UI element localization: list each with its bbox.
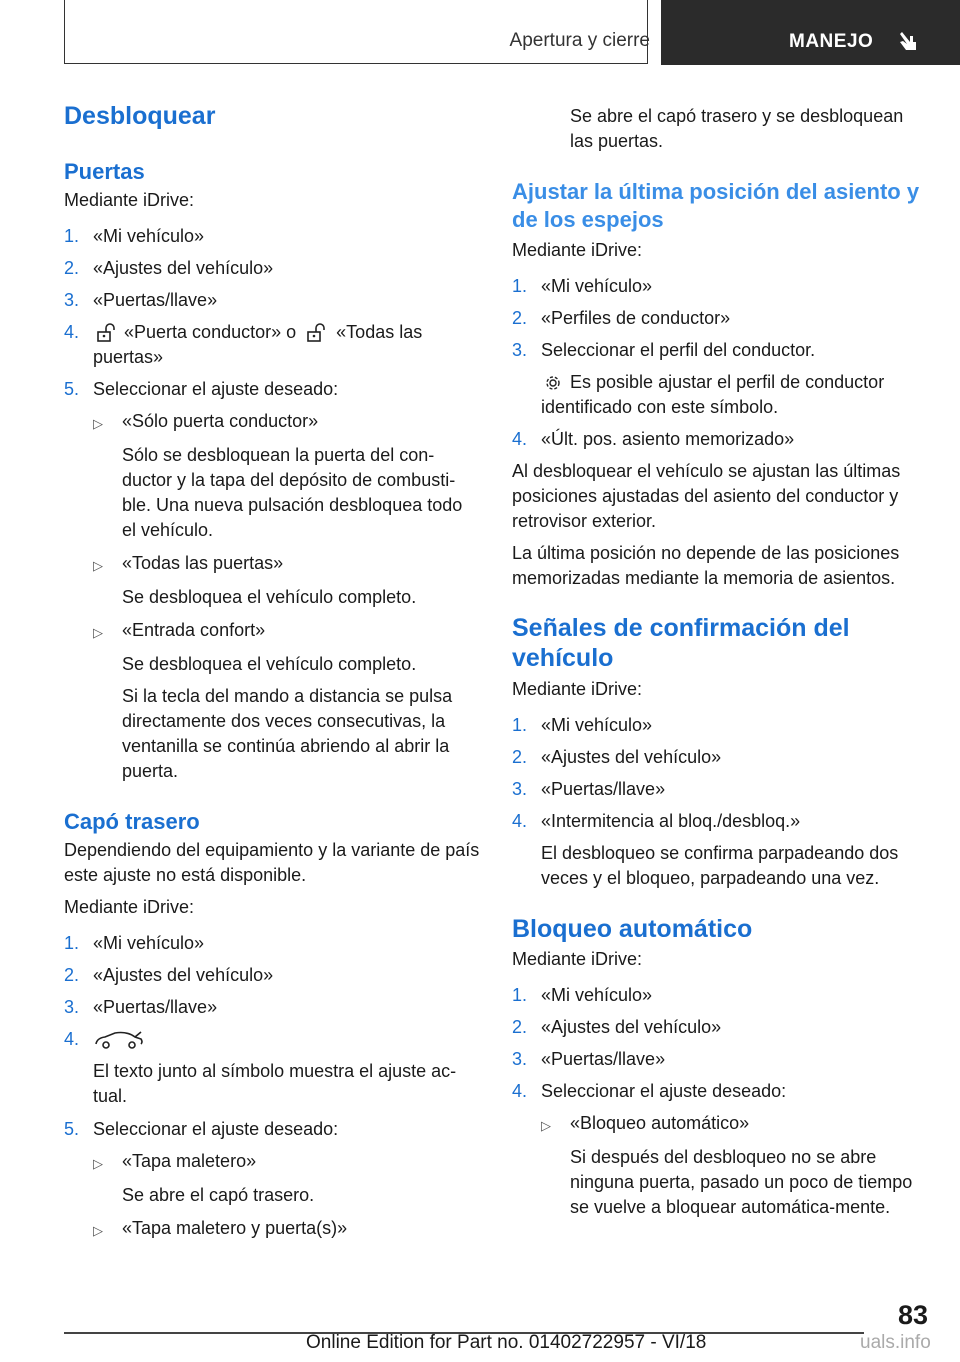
list-item: 1. «Mi vehículo» — [512, 276, 653, 296]
list-item: 4. — [64, 1027, 480, 1052]
triangle-bullet-icon: ▷ — [93, 416, 103, 431]
option-item: ▷ «Bloqueo automático» — [541, 1111, 928, 1138]
section-title-bloqueo: Bloqueo automático — [512, 915, 753, 943]
option-item: ▷ «Tapa maletero y puerta(s)» — [93, 1216, 480, 1243]
header-section-title: Apertura y cierre — [509, 30, 650, 51]
section-title-desbloquear: Desbloquear — [64, 102, 216, 130]
right-column — [512, 104, 928, 1220]
list-item: 2. «Ajustes del vehículo» — [512, 747, 722, 767]
option-description: Se abre el capó trasero y se desbloquean las puertas. — [570, 106, 904, 151]
triangle-bullet-icon: ▷ — [93, 1156, 103, 1171]
list-item: 4. «Puerta conductor» o «Todas las puertas» — [64, 322, 423, 367]
list-item: 3. Seleccionar el perfil del conductor. — [512, 340, 816, 360]
list-item: 3. «Puertas/llave» — [512, 779, 666, 799]
list-item: 5. Seleccionar el ajuste deseado: — [64, 379, 339, 399]
note-text: Dependiendo del equipamiento y la variante de país este ajuste no está disponible. — [64, 840, 480, 885]
triangle-bullet-icon: ▷ — [93, 625, 103, 640]
settings-gear-icon — [541, 372, 565, 392]
unlock-all-icon — [301, 322, 331, 342]
subsection-title-puertas: Puertas — [64, 159, 145, 184]
option-description: Sólo se desbloquean la puerta del con-ductor y la tapa del depósito de combusti-ble. Una nueva pulsación desbloquea todo el vehículo. — [122, 445, 463, 540]
list-item: 4. Seleccionar el ajuste deseado: — [512, 1081, 787, 1101]
list-item: 5. Seleccionar el ajuste deseado: — [64, 1119, 339, 1139]
list-item: 1. «Mi vehículo» — [64, 226, 205, 246]
list-item: 3. «Puertas/llave» — [512, 1049, 666, 1069]
list-item: 4. «Últ. pos. asiento memorizado» — [512, 429, 795, 449]
paragraph: Al desbloquear el vehículo se ajustan las últimas posiciones ajustadas del asiento del conductor y retrovisor exterior. — [512, 461, 901, 531]
list-item: 1. «Mi vehículo» — [64, 933, 205, 953]
intro-text: Mediante iDrive: — [64, 897, 195, 917]
footer-edition: Online Edition for Part no. 01402722957 - VI/18 — [306, 1332, 707, 1353]
header-chapter-label: MANEJO — [789, 31, 874, 52]
list-item: 4. «Intermitencia al bloq./desbloq.» — [512, 811, 801, 831]
option-description: Si después del desbloqueo no se abre ninguna puerta, pasado un poco de tiempo se vuelve a bloquear automática-mente. — [570, 1147, 913, 1217]
unlock-icon — [93, 322, 119, 342]
step-note: Es posible ajustar el perfil de conductor identificado con este símbolo. — [541, 372, 885, 417]
list-item: 3. «Puertas/llave» — [64, 290, 218, 310]
list-item: 2. «Ajustes del vehículo» — [64, 258, 274, 278]
list-item: 2. «Ajustes del vehículo» — [512, 1017, 722, 1037]
intro-text: Mediante iDrive: — [512, 949, 643, 969]
paragraph: La última posición no depende de las posiciones memorizadas mediante la memoria de asientos. — [512, 543, 900, 588]
option-item: ▷ «Entrada confort» — [93, 618, 480, 645]
footer-watermark: uals.info — [860, 1332, 931, 1353]
triangle-bullet-icon: ▷ — [541, 1118, 551, 1133]
list-item: 1. «Mi vehículo» — [512, 985, 653, 1005]
header-chapter-tab — [661, 0, 960, 65]
triangle-bullet-icon: ▷ — [93, 558, 103, 573]
option-description: Si la tecla del mando a distancia se pulsa directamente dos veces consecutivas, la ventanilla se continúa abriendo al abrir la puerta. — [122, 686, 453, 781]
hand-pointer-icon — [896, 28, 922, 54]
option-item: ▷ «Tapa maletero» — [93, 1149, 480, 1176]
option-item: ▷ «Sólo puerta conductor» — [93, 409, 480, 436]
subsection-title-capo: Capó trasero — [64, 809, 200, 834]
list-item: 2. «Perfiles de conductor» — [512, 308, 731, 328]
step-description: El desbloqueo se confirma parpadeando dos veces y el bloqueo, parpadeando una vez. — [541, 843, 899, 888]
car-tailgate-icon — [93, 1027, 145, 1052]
section-title-senales: Señales de confirmación del vehículo — [512, 614, 850, 672]
triangle-bullet-icon: ▷ — [93, 1223, 103, 1238]
subsection-title-ajustar: Ajustar la última posición del asiento y de los espejos — [512, 179, 920, 232]
list-item: 2. «Ajustes del vehículo» — [64, 965, 274, 985]
option-item: ▷ «Todas las puertas» — [93, 551, 480, 578]
list-item: 3. «Puertas/llave» — [64, 997, 218, 1017]
step-description: El texto junto al símbolo muestra el ajuste ac-tual. — [93, 1061, 457, 1106]
page-number: 83 — [897, 1300, 928, 1330]
left-column — [64, 100, 480, 1243]
option-description: Se abre el capó trasero. — [122, 1185, 315, 1205]
intro-text: Mediante iDrive: — [512, 679, 643, 699]
option-description: Se desbloquea el vehículo completo. — [122, 587, 417, 607]
intro-text: Mediante iDrive: — [64, 190, 195, 210]
intro-text: Mediante iDrive: — [512, 240, 643, 260]
option-description: Se desbloquea el vehículo completo. — [122, 654, 417, 674]
list-item: 1. «Mi vehículo» — [512, 715, 653, 735]
